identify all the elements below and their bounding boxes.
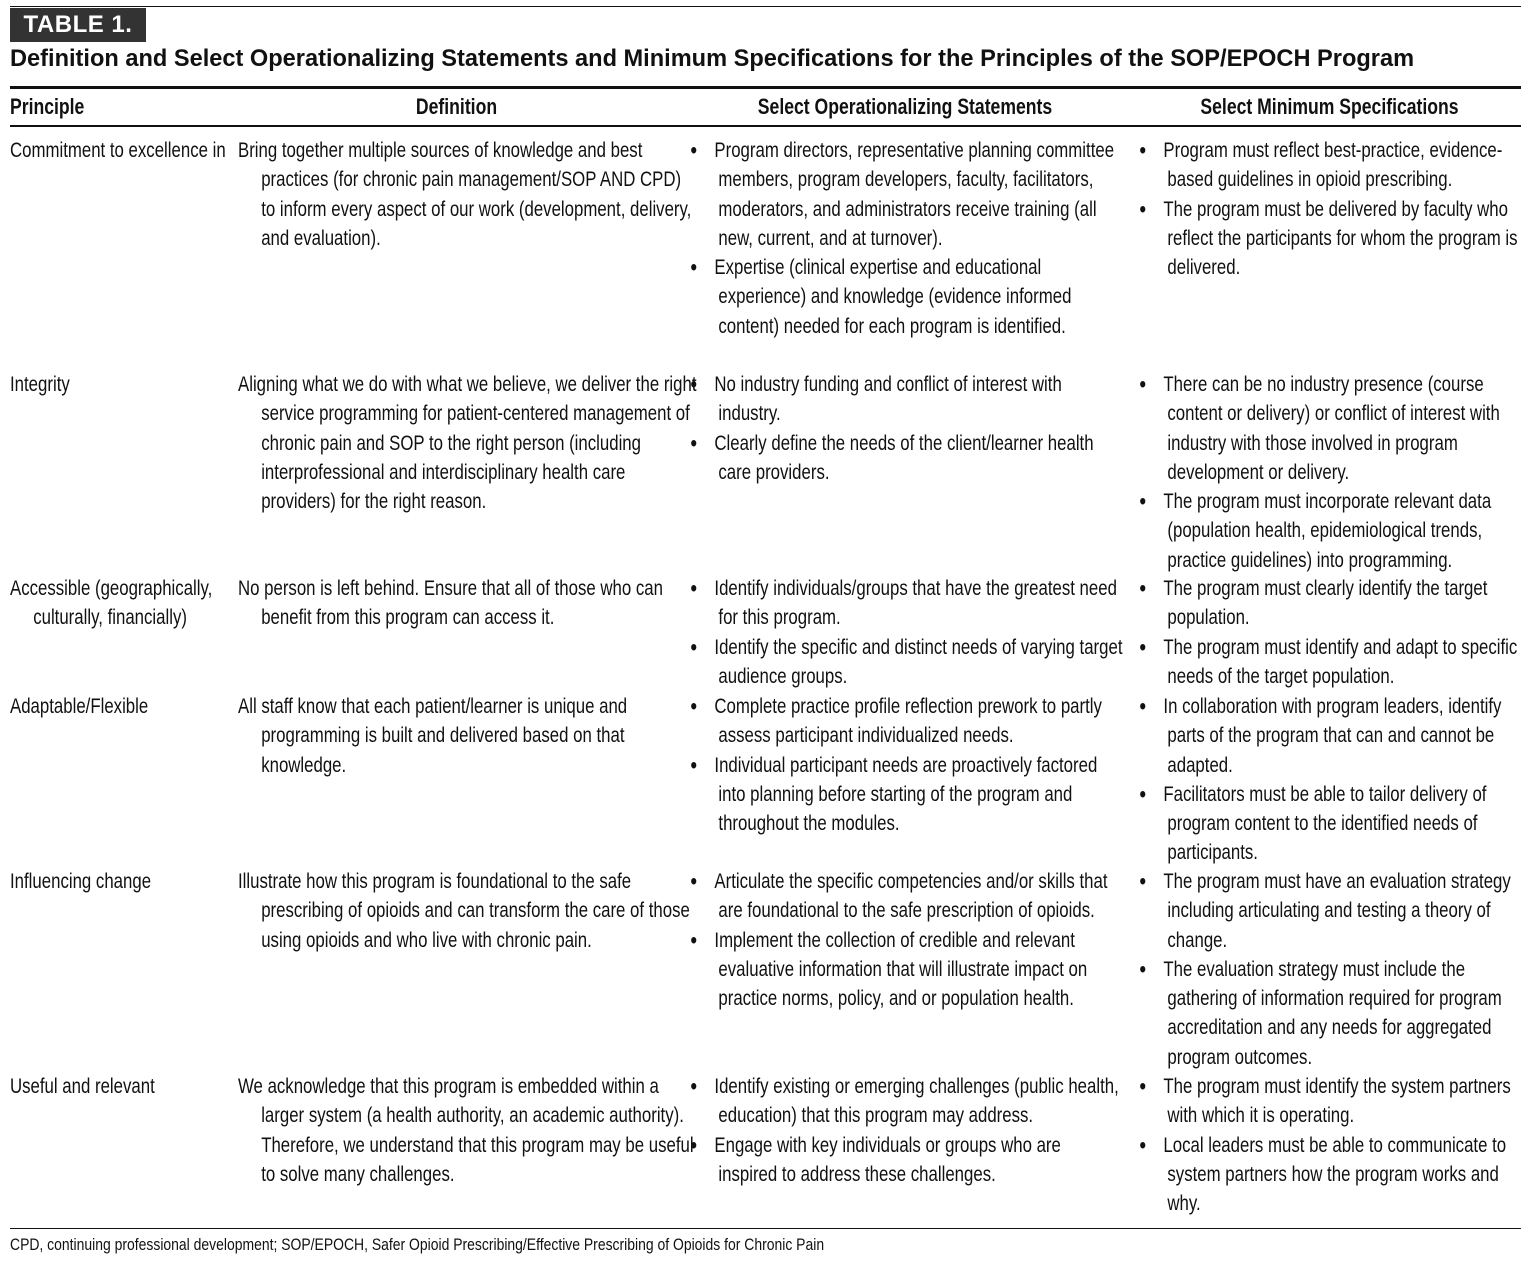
list-item-text: • Identify existing or emerging challenges (public health, education) that this program may address. — [714, 1075, 1119, 1128]
bullet-list — [700, 370, 1124, 487]
table-cell-specs — [1149, 1072, 1525, 1218]
table-cell-statements — [700, 136, 1124, 341]
list-item-text: • Engage with key individuals or groups who are inspired to address these challenges. — [714, 1133, 1061, 1186]
list-item — [700, 692, 1124, 751]
list-item — [1149, 136, 1525, 195]
list-item-text: • The program must incorporate relevant data (population health, epidemiological trends, practice guidelines) into programming. — [1163, 490, 1492, 572]
list-item — [1149, 955, 1525, 1072]
table-cell-specs — [1149, 574, 1525, 691]
list-item-text: • Program must reflect best-practice, evidence-based guidelines in opioid prescribing. — [1163, 139, 1503, 192]
list-item — [1149, 692, 1525, 780]
footer-rule — [10, 1228, 1521, 1229]
list-item — [700, 867, 1124, 926]
list-item — [700, 574, 1124, 633]
table-cell-specs — [1149, 370, 1525, 575]
header-bottom-rule — [10, 125, 1521, 127]
table-cell-principle: Useful and relevant — [10, 1075, 155, 1098]
table-cell-statements — [700, 574, 1124, 691]
table-cell-statements — [700, 1072, 1124, 1189]
list-item-text: • Implement the collection of credible and relevant evaluative information that will illustrate impact on practice norms, policy, and or population health. — [714, 928, 1088, 1011]
bullet-list — [1149, 370, 1525, 575]
top-rule — [10, 6, 1521, 7]
bullet-list — [700, 574, 1124, 691]
list-item-text: • The program must clearly identify the target population. — [1163, 577, 1488, 630]
bullet-list — [700, 692, 1124, 838]
list-item — [1149, 1131, 1525, 1219]
table-cell-principle: Integrity — [10, 373, 70, 396]
list-item-text: • Clearly define the needs of the client/learner health care providers. — [714, 431, 1094, 484]
list-item-text: • Expertise (clinical expertise and educational experience) and knowledge (evidence informed content) needed for each program is identified. — [714, 256, 1072, 338]
list-item-text: • Identify the specific and distinct needs of varying target audience groups. — [714, 635, 1123, 688]
list-item — [700, 253, 1124, 341]
header-principle: Principle — [10, 94, 85, 119]
list-item — [1149, 574, 1525, 633]
table-cell-principle: Adaptable/Flexible — [10, 695, 149, 718]
list-item — [700, 751, 1124, 839]
bullet-list — [1149, 574, 1525, 691]
list-item-text: • The program must be delivered by faculty who reflect the participants for whom the program is delivered. — [1163, 197, 1518, 280]
list-item — [1149, 780, 1525, 868]
list-item-text: • The program must identify the system partners with which it is operating. — [1163, 1075, 1511, 1128]
table-cell-principle: Influencing change — [10, 870, 152, 893]
table-cell-definition: Illustrate how this program is foundational to the safe prescribing of opioids and can transform the care of those using opioids and who live with chronic pain. — [238, 870, 690, 952]
list-item — [1149, 1072, 1525, 1131]
table-cell-definition: Bring together multiple sources of knowledge and best practices (for chronic pain management/SOP AND CPD) to inform every aspect of our work (development, delivery, and evaluation). — [238, 139, 692, 250]
list-item — [700, 1131, 1124, 1190]
table-cell-statements — [700, 692, 1124, 838]
header-statements: Select Operationalizing Statements — [757, 94, 1053, 119]
list-item — [1149, 633, 1525, 692]
table-cell-definition: No person is left behind. Ensure that all of those who can benefit from this program can access it. — [238, 577, 663, 630]
list-item — [1149, 195, 1525, 283]
table-title: Definition and Select Operationalizing Statements and Minimum Specifications for the Principles of the SOP/EPOCH Program — [10, 46, 1415, 72]
bullet-list — [1149, 867, 1525, 1072]
list-item-text: • Identify individuals/groups that have the greatest need for this program. — [714, 577, 1117, 630]
list-item — [700, 370, 1124, 429]
table-cell-specs — [1149, 136, 1525, 282]
list-item-text: • Articulate the specific competencies and/or skills that are foundational to the safe prescription of opioids. — [714, 870, 1108, 923]
list-item-text: • There can be no industry presence (course content or delivery) or conflict of interest with industry with those involved in program development or delivery. — [1163, 373, 1500, 484]
list-item — [1149, 867, 1525, 955]
list-item — [700, 136, 1124, 253]
bullet-list — [700, 1072, 1124, 1189]
bullet-list — [1149, 692, 1525, 868]
list-item-text: • The program must have an evaluation strategy including articulating and testing a theory of change. — [1163, 870, 1511, 952]
list-item-text: • Individual participant needs are proactively factored into planning before starting of the program and throughout the modules. — [714, 753, 1098, 836]
list-item — [1149, 487, 1525, 575]
bullet-list — [1149, 136, 1525, 282]
list-item-text: • Program directors, representative planning committee members, program developers, faculty, facilitators, moderators, and administrators receive training (all new, current, and at turnover). — [714, 139, 1115, 250]
table-footnote: CPD, continuing professional development; SOP/EPOCH, Safer Opioid Prescribing/Effective Prescribing of Opioids for Chronic Pain — [10, 1235, 825, 1254]
table-cell-statements — [700, 370, 1124, 487]
list-item-text: • In collaboration with program leaders, identify parts of the program that can and cannot be adapted. — [1163, 695, 1502, 777]
table-cell-specs — [1149, 692, 1525, 868]
list-item-text: • Facilitators must be able to tailor delivery of program content to the identified needs of participants. — [1163, 782, 1487, 865]
list-item — [700, 926, 1124, 1014]
list-item-text: • Local leaders must be able to communicate to system partners how the program works and why. — [1163, 1133, 1507, 1216]
list-item — [1149, 370, 1525, 487]
bullet-list — [700, 867, 1124, 1013]
table-cell-principle: Commitment to excellence in — [10, 139, 226, 162]
list-item-text: • Complete practice profile reflection prework to partly assess participant individualized needs. — [714, 695, 1102, 748]
table-label-badge: TABLE 1. — [10, 8, 146, 42]
table-cell-definition: All staff know that each patient/learner is unique and programming is built and delivered based on that knowledge. — [238, 695, 628, 777]
table-cell-statements — [700, 867, 1124, 1013]
table-cell-definition: We acknowledge that this program is embedded within a larger system (a health authority, an academic authority). Therefore, we understand that this program may be useful to solve many challenges. — [238, 1075, 694, 1186]
bullet-list — [700, 136, 1124, 341]
table-cell-definition: Aligning what we do with what we believe, we deliver the right service programming for patient-centered management of chronic pain and SOP to the right person (including interprofessional and interdisciplinary health care providers) for the right reason. — [238, 373, 697, 514]
list-item — [700, 633, 1124, 692]
list-item-text: • The evaluation strategy must include the gathering of information required for program accreditation and any needs for aggregated program outcomes. — [1163, 957, 1502, 1069]
table-cell-specs — [1149, 867, 1525, 1072]
header-specifications: Select Minimum Specifications — [1200, 94, 1459, 119]
header-definition: Definition — [415, 94, 498, 119]
list-item-text: • The program must identify and adapt to specific needs of the target population. — [1163, 635, 1518, 688]
table-cell-principle: Accessible (geographically, culturally, financially) — [10, 577, 213, 630]
list-item-text: • No industry funding and conflict of interest with industry. — [714, 373, 1062, 426]
bullet-list — [1149, 1072, 1525, 1218]
header-top-rule — [10, 86, 1521, 89]
list-item — [700, 429, 1124, 488]
list-item — [700, 1072, 1124, 1131]
